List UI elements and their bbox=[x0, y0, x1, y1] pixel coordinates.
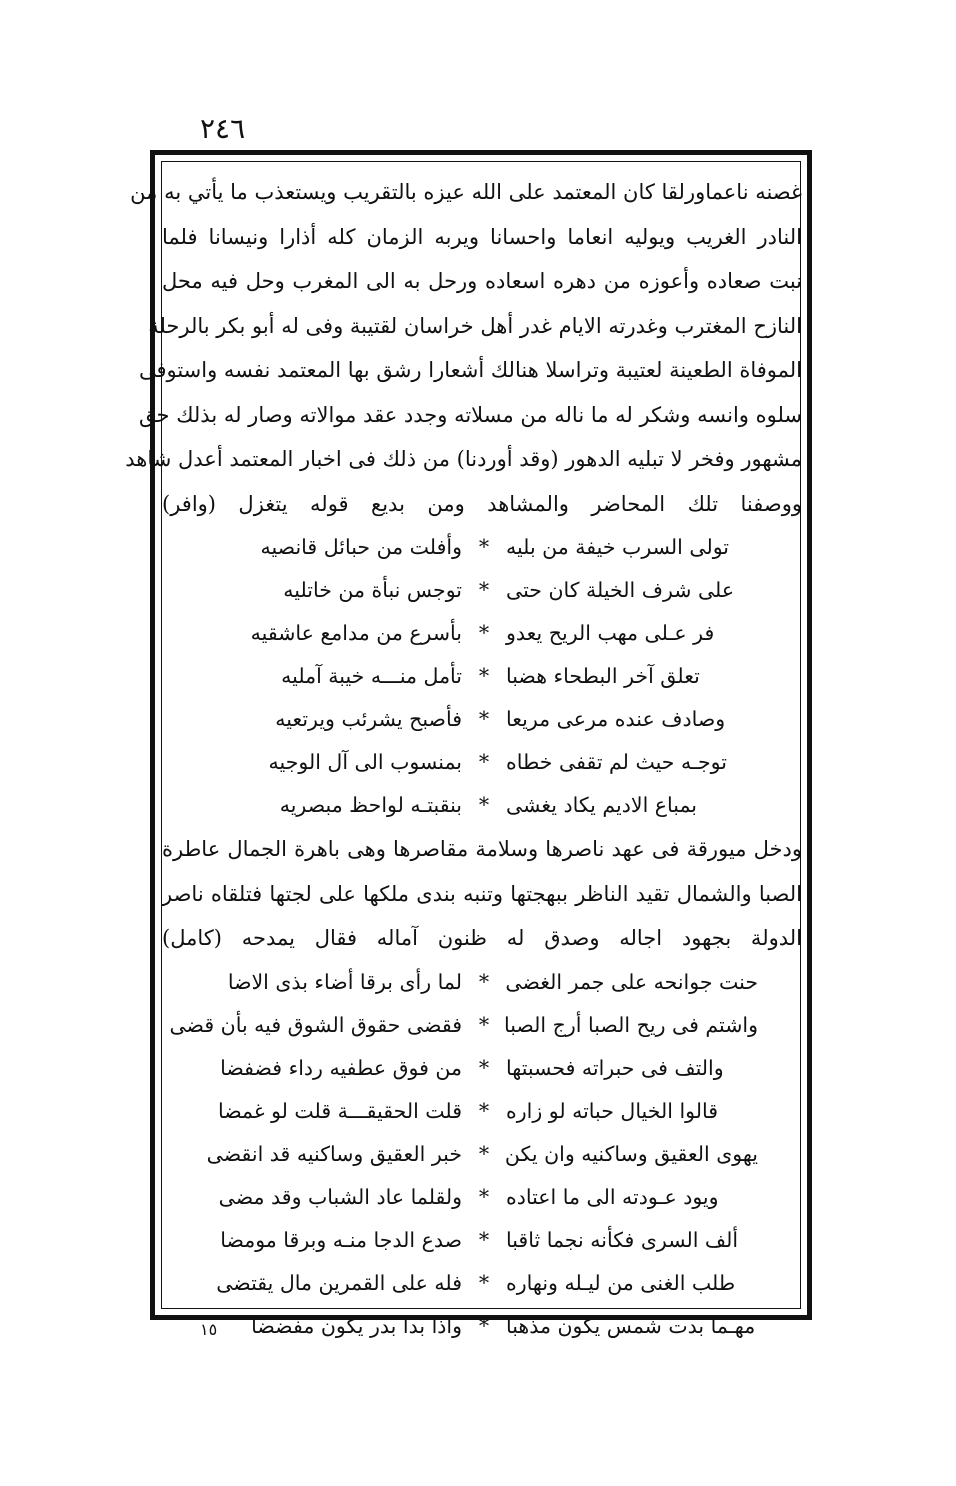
verse-line bbox=[162, 655, 802, 698]
verse-separator: * bbox=[478, 1055, 490, 1080]
verse-first-hemistich: تولى السرب خيفة من بليه bbox=[506, 535, 730, 559]
verse-first-hemistich: حنت جوانحه على جمر الغضى bbox=[505, 969, 758, 994]
prose-line: سلوه وانسه وشكر له ما ناله من مسلاته وجدد عقد موالاته وصار له بذلك حق bbox=[139, 402, 802, 427]
verse-second-hemistich: من فوق عطفيه رداء فضفضا bbox=[220, 1055, 462, 1080]
verse-second-hemistich: تأمل منـــه خيبة آمليه bbox=[281, 664, 462, 688]
verse-second-hemistich: بنقبتـه لواحظ مبصريه bbox=[279, 793, 462, 817]
verse-first-hemistich: ويود عـودته الى ما اعتاده bbox=[506, 1184, 719, 1209]
verse-second-hemistich: ولقلما عاد الشباب وقد مضى bbox=[218, 1184, 462, 1209]
prose-line: غصنه ناعماورلقا كان المعتمد على الله عيزه بالتقريب ويستعذب ما يأتي به من bbox=[130, 180, 802, 204]
verse-first-hemistich: مهـما بدت شمس يكون مذهبا bbox=[506, 1313, 756, 1338]
prose-line: النازح المغترب وغدرته الايام غدر أهل خراسان لقتيبة وفى له أبو بكر بالرحلة bbox=[148, 313, 802, 338]
verse-first-hemistich: على شرف الخيلة كان حتى bbox=[506, 578, 735, 602]
verse-separator: * bbox=[478, 969, 490, 994]
verse-first-hemistich: ألف السرى فكأنه نجما ثاقبا bbox=[506, 1227, 739, 1252]
prose-line: ووصفنا تلك المحاضر والمشاهد ومن بديع قوله يتغزل (وافر) bbox=[162, 491, 802, 516]
verse-separator: * bbox=[478, 750, 490, 774]
prose-section-1 bbox=[125, 170, 802, 526]
verse-line bbox=[162, 1262, 802, 1305]
verse-first-hemistich: فر عـلى مهب الريح يعدو bbox=[506, 621, 715, 645]
page-number: ٢٤٦ bbox=[200, 112, 246, 145]
verse-line bbox=[162, 1047, 802, 1090]
verse-line bbox=[162, 1133, 802, 1176]
poem-wafir bbox=[162, 526, 802, 827]
verse-line bbox=[162, 1004, 802, 1047]
verse-first-hemistich: طلب الغنى من ليـله ونهاره bbox=[506, 1270, 736, 1295]
verse-separator: * bbox=[478, 1270, 490, 1295]
verse-first-hemistich: وصادف عنده مرعى مريعا bbox=[506, 707, 726, 731]
verse-second-hemistich: خبر العقيق وساكنيه قد انقضى bbox=[206, 1141, 462, 1166]
verse-separator: * bbox=[478, 1012, 490, 1037]
verse-second-hemistich: واذا بدا بدر يكون مفضضا bbox=[251, 1313, 462, 1338]
verse-line bbox=[162, 526, 802, 569]
verse-second-hemistich: فقضى حقوق الشوق فيه بأن قضى bbox=[169, 1012, 462, 1037]
page-text bbox=[125, 170, 802, 1348]
verse-line bbox=[162, 1176, 802, 1219]
verse-line bbox=[162, 698, 802, 741]
verse-first-hemistich: يهوى العقيق وساكنيه وان يكن bbox=[504, 1141, 758, 1166]
verse-separator: * bbox=[478, 1098, 490, 1123]
verse-line bbox=[162, 741, 802, 784]
verse-line bbox=[162, 1090, 802, 1133]
verse-line bbox=[162, 612, 802, 655]
prose-line: الموفاة الطعينة لعتيبة وتراسلا هنالك أشعارا رشق بها المعتمد نفسه واستوفى bbox=[138, 358, 802, 382]
verse-separator: * bbox=[478, 1313, 490, 1338]
verse-first-hemistich: والتف فى حبراته فحسبتها bbox=[506, 1055, 724, 1080]
verse-second-hemistich: فأصبح يشرئب ويرتعيه bbox=[275, 707, 462, 731]
verse-second-hemistich: فله على القمرين مال يقتضى bbox=[216, 1270, 462, 1295]
verse-first-hemistich: بمباع الاديم يكاد يغشى bbox=[506, 793, 698, 817]
verse-second-hemistich: وأفلت من حبائل قانصيه bbox=[260, 535, 462, 559]
verse-first-hemistich: واشتم فى ريح الصبا أرج الصبا bbox=[503, 1012, 758, 1037]
verse-separator: * bbox=[478, 1184, 490, 1209]
prose-line: نبت صعاده وأعوزه من دهره اسعاده ورحل به الى المغرب وحل فيه محل bbox=[162, 269, 802, 293]
verse-first-hemistich: تعلق آخر البطحاء هضبا bbox=[506, 664, 700, 688]
prose-line: النادر الغريب ويوليه انعاما واحسانا ويربه الزمان كله أذارا ونيسانا فلما bbox=[162, 224, 802, 249]
prose-section-2 bbox=[162, 827, 802, 961]
verse-separator: * bbox=[478, 1141, 490, 1166]
verse-separator: * bbox=[478, 578, 490, 602]
verse-separator: * bbox=[478, 1227, 490, 1252]
prose-line: ودخل ميورقة فى عهد ناصرها وسلامة مقاصرها وهى باهرة الجمال عاطرة bbox=[162, 837, 802, 861]
prose-line: مشهور وفخر لا تبليه الدهور (وقد أوردنا) من ذلك فى اخبار المعتمد أعدل شاهد bbox=[125, 447, 802, 471]
verse-separator: * bbox=[478, 793, 490, 817]
verse-second-hemistich: بأسرع من مدامع عاشقيه bbox=[250, 621, 462, 645]
verse-first-hemistich: توجـه حيث لم تقفى خطاه bbox=[506, 750, 727, 774]
verse-first-hemistich: قالوا الخيال حباته لو زاره bbox=[506, 1098, 719, 1123]
bottom-mark: ١٥ bbox=[200, 1320, 218, 1339]
verse-line bbox=[162, 1305, 802, 1348]
verse-second-hemistich: بمنسوب الى آل الوجيه bbox=[268, 750, 462, 774]
prose-line: الدولة بجهود اجاله وصدق له ظنون آماله فقال يمدحه (كامل) bbox=[162, 926, 802, 950]
verse-line bbox=[162, 1219, 802, 1262]
verse-separator: * bbox=[478, 707, 490, 731]
verse-line bbox=[162, 784, 802, 827]
verse-second-hemistich: صدع الدجا منـه وبرقا مومضا bbox=[220, 1227, 462, 1252]
verse-separator: * bbox=[478, 664, 490, 688]
verse-line bbox=[162, 961, 802, 1004]
verse-separator: * bbox=[478, 621, 490, 645]
verse-second-hemistich: قلت الحقيقـــة قلت لو غمضا bbox=[217, 1098, 462, 1123]
verse-second-hemistich: لما رأى برقا أضاء بذى الاضا bbox=[227, 969, 462, 994]
poem-kamil bbox=[162, 961, 802, 1348]
verse-second-hemistich: توجس نبأة من خاتليه bbox=[283, 578, 462, 602]
prose-line: الصبا والشمال تقيد الناظر ببهجتها وتنبه بندى ملكها على لجتها فتلقاه ناصر bbox=[162, 881, 802, 906]
verse-line bbox=[162, 569, 802, 612]
verse-separator: * bbox=[478, 535, 490, 559]
